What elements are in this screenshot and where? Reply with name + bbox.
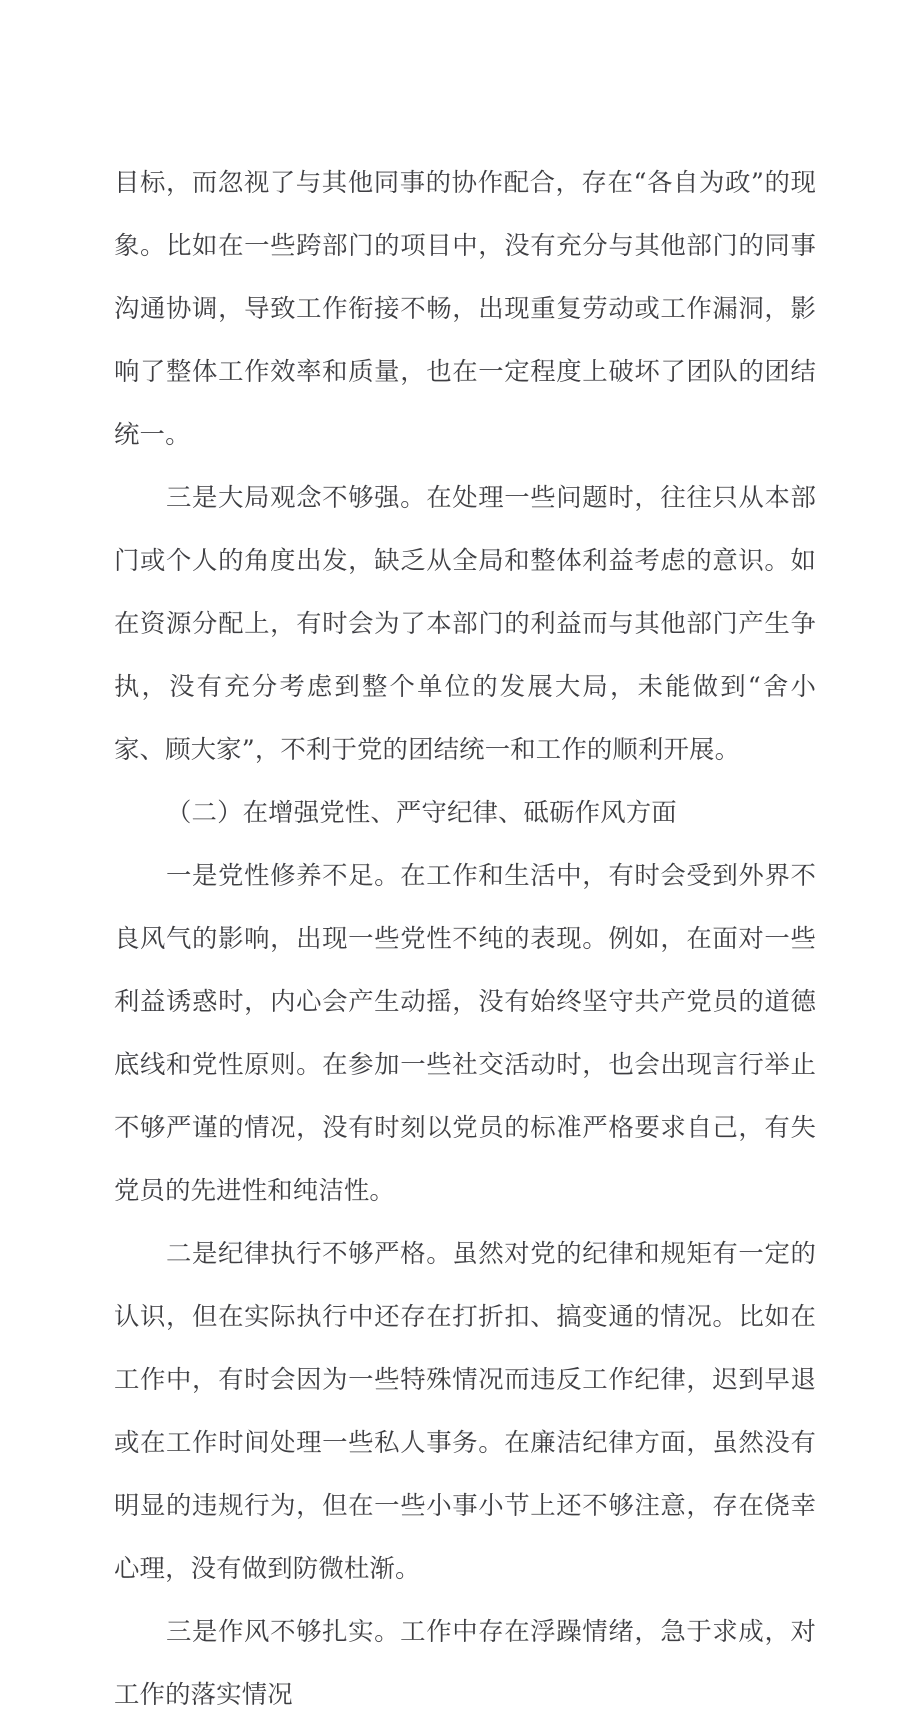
- paragraph-continued-teamwork: 目标，而忽视了与其他同事的协作配合，存在“各自为政”的现象。比如在一些跨部门的项目中，没有充分与其他部门的同事沟通协调，导致工作衔接不畅，出现重复劳动或工作漏洞，影响了整体工作效率和质量，也在一定程度上破坏了团队的团结统一。: [114, 167, 816, 449]
- document-text-body: [114, 151, 816, 1726]
- section-heading-two: （二）在增强党性、严守纪律、砥砺作风方面: [166, 797, 677, 827]
- paragraph-item-one-party-spirit: 一是党性修养不足。在工作和生活中，有时会受到外界不良风气的影响，出现一些党性不纯的表现。例如，在面对一些利益诱惑时，内心会产生动摇，没有始终坚守共产党员的道德底线和党性原则。在参加一些社交活动时，也会出现言行举止不够严谨的情况，没有时刻以党员的标准严格要求自己，有失党员的先进性和纯洁性。: [114, 860, 816, 1205]
- paragraph-item-three-work-style: 三是作风不够扎实。工作中存在浮躁情绪，急于求成，对工作的落实情况: [114, 1616, 816, 1709]
- paragraph-item-three-big-picture: 三是大局观念不够强。在处理一些问题时，往往只从本部门或个人的角度出发，缺乏从全局和整体利益考虑的意识。如在资源分配上，有时会为了本部门的利益而与其他部门产生争执，没有充分考虑到整个单位的发展大局，未能做到“舍小家、顾大家”，不利于党的团结统一和工作的顺利开展。: [114, 482, 816, 764]
- paragraph-item-two-discipline: 二是纪律执行不够严格。虽然对党的纪律和规矩有一定的认识，但在实际执行中还存在打折扣、搞变通的情况。比如在工作中，有时会因为一些特殊情况而违反工作纪律，迟到早退或在工作时间处理一些私人事务。在廉洁纪律方面，虽然没有明显的违规行为，但在一些小事小节上还不够注意，存在侥幸心理，没有做到防微杜渐。: [114, 1238, 816, 1583]
